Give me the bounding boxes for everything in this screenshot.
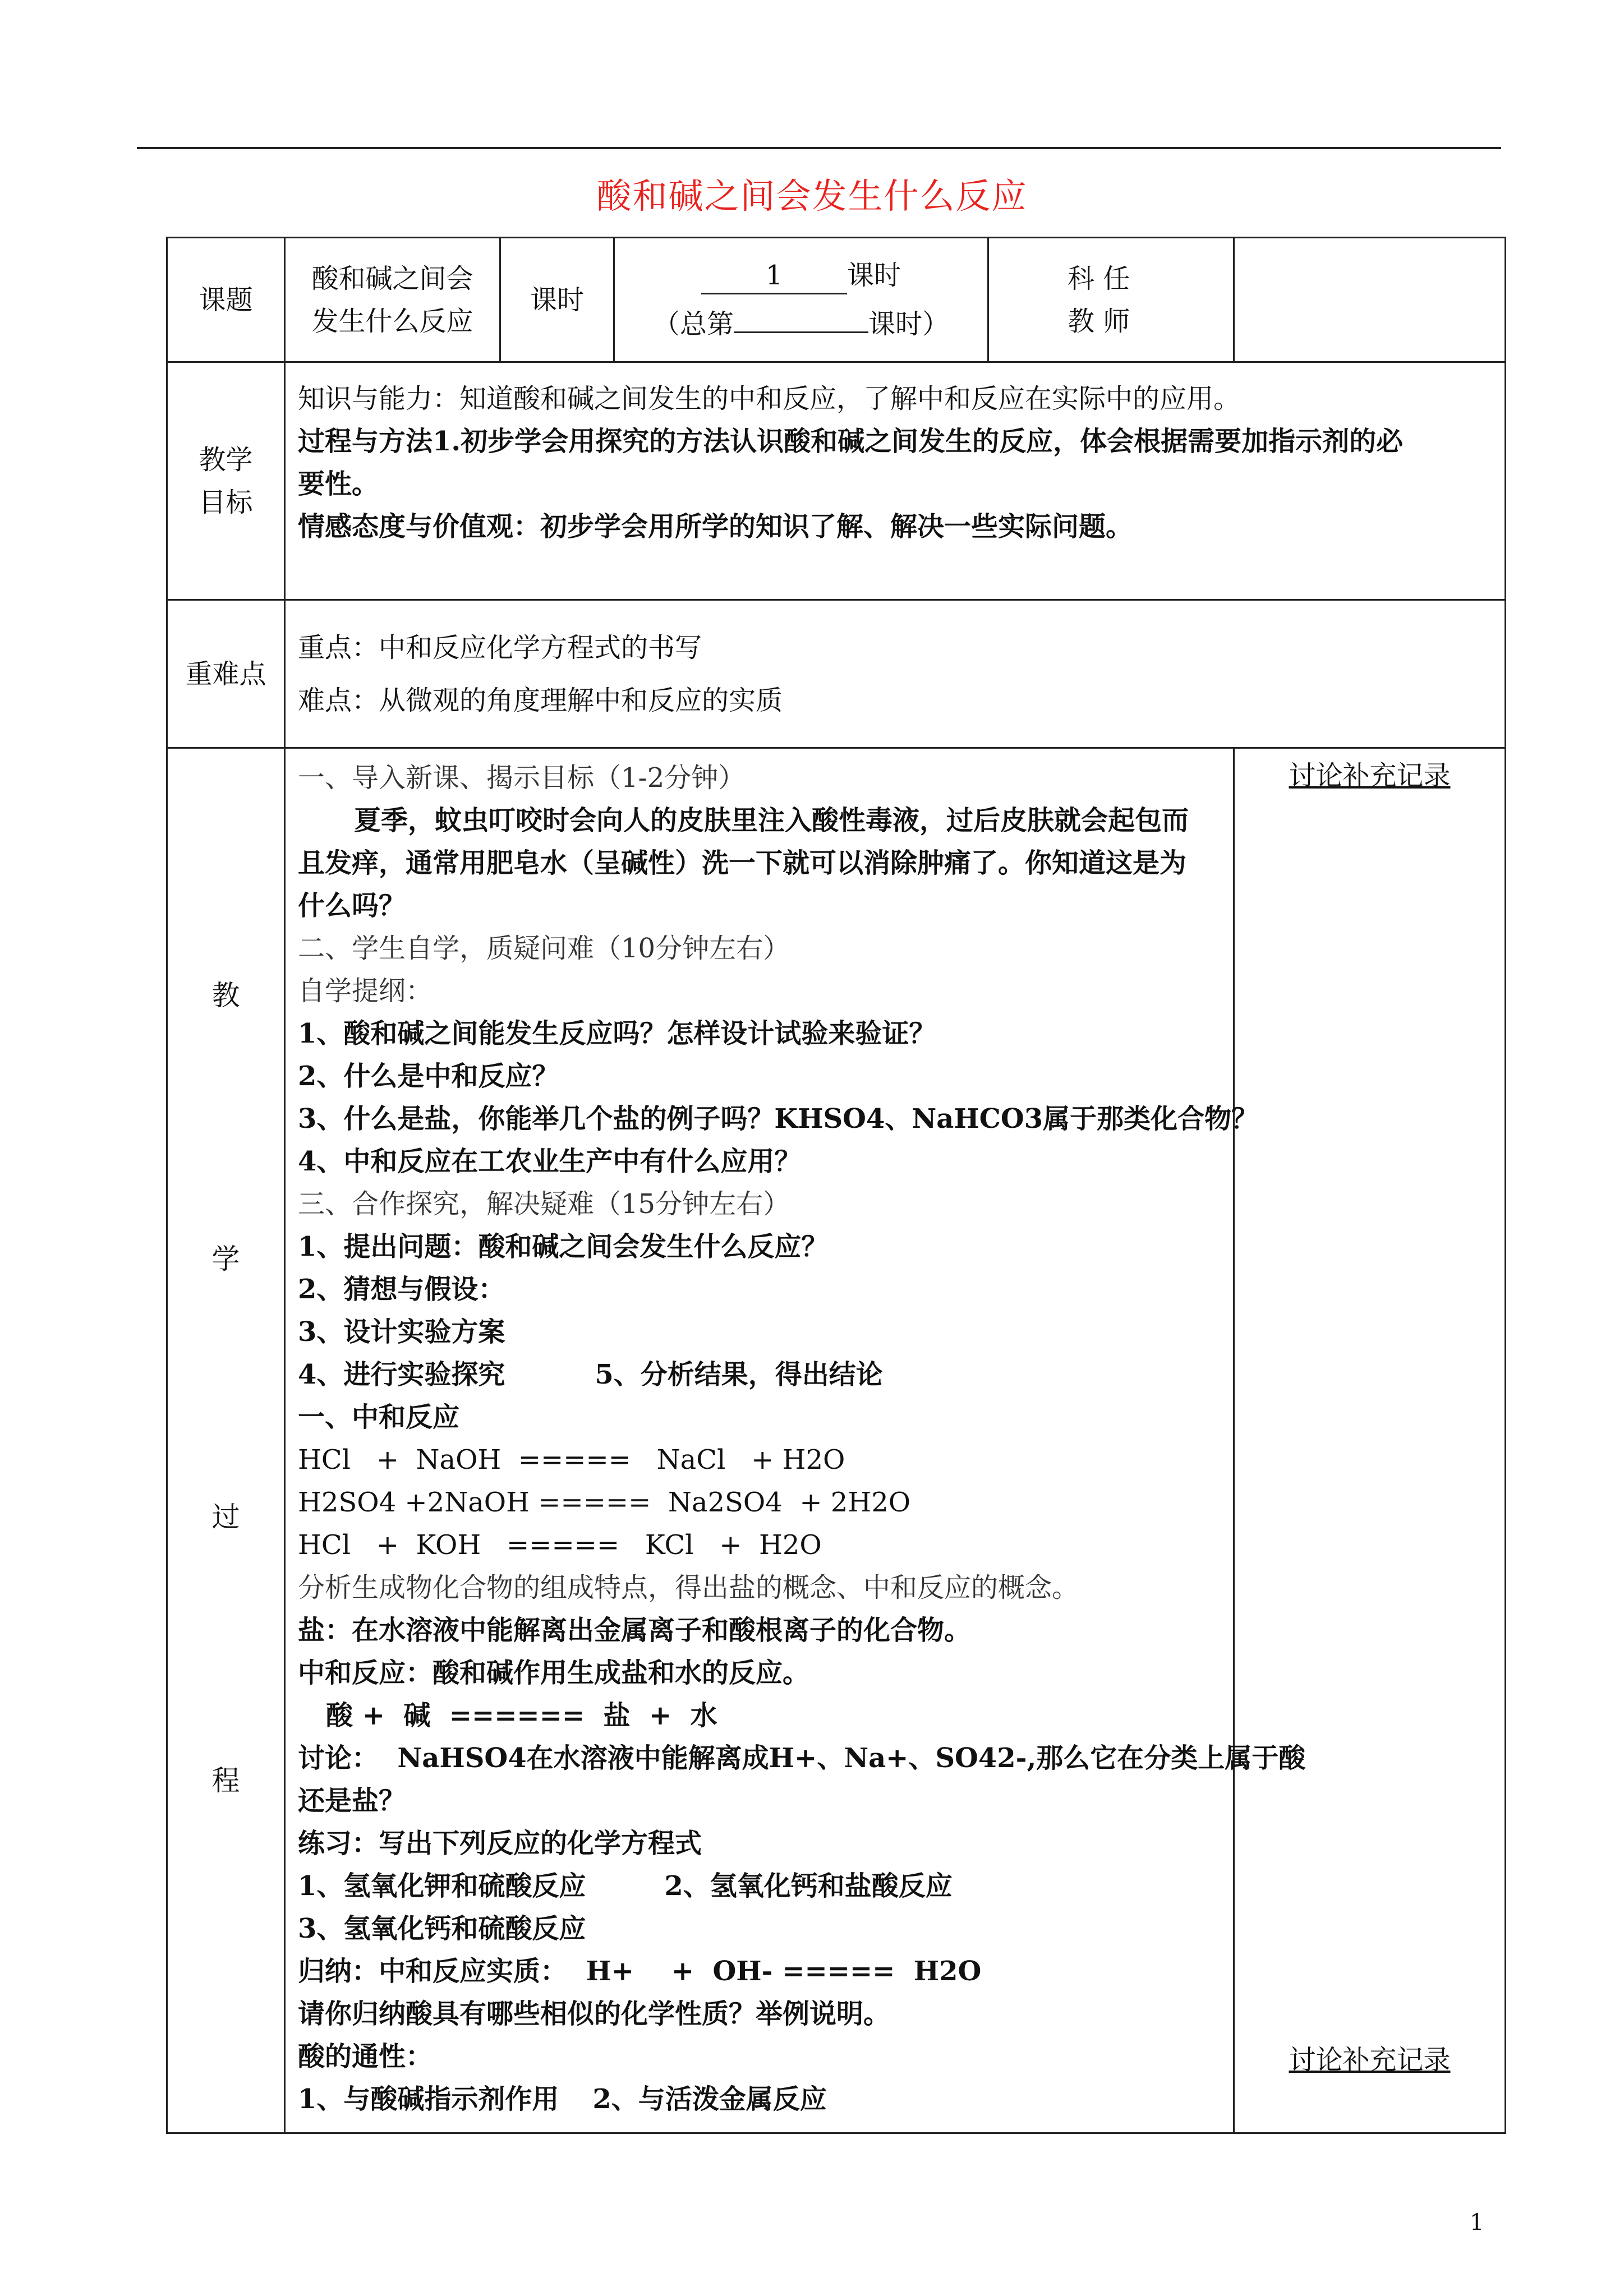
keypoints-label: 重难点	[167, 600, 285, 748]
acid-property-2: 2、与活泼金属反应	[592, 2083, 827, 2115]
discussion-line-1: 讨论： NaHSO4在水溶液中能解离成H+、Na+、SO42-,那么它在分类上属于酸	[298, 1742, 1306, 1774]
objective-knowledge: 知识与能力：知道酸和碱之间发生的中和反应，了解中和反应在实际中的应用。	[298, 383, 1241, 414]
teacher-label-line-1: 科 任	[1068, 262, 1130, 294]
objectives-label-line-2: 目标	[199, 486, 253, 518]
teacher-value	[1234, 238, 1506, 362]
acid-property-1: 1、与酸碱指示剂作用	[298, 2083, 559, 2115]
hours-value: 1	[701, 258, 847, 294]
intro-paragraph-line-3: 什么吗？	[298, 890, 406, 921]
teacher-label-line-2: 教 师	[1068, 305, 1130, 337]
neutralization-heading: 一、中和反应	[298, 1401, 460, 1433]
objectives-row	[167, 362, 1506, 600]
difficult-point: 难点：从微观的角度理解中和反应的实质	[298, 684, 783, 716]
topic-line-2: 发生什么反应	[311, 305, 473, 337]
hours-line	[615, 254, 987, 297]
explore-step-4: 4、进行实验探究	[298, 1359, 505, 1390]
section-explore-heading: 三、合作探究，解决疑难（15分钟左右）	[298, 1188, 790, 1220]
exercise-item-3: 3、氢氧化钙和硫酸反应	[298, 1913, 586, 1944]
exercise-items-1-2	[298, 1865, 1221, 1907]
page-number: 1	[1470, 2210, 1484, 2235]
objective-method: 过程与方法1.初步学会用探究的方法认识酸和碱之间发生的反应，体会根据需要加指示剂的必	[298, 426, 1404, 457]
objectives-label	[167, 362, 285, 600]
discussion-line-2: 还是盐？	[298, 1785, 406, 1816]
objectives-content	[285, 362, 1506, 600]
keypoints-row	[167, 600, 1506, 748]
process-row	[167, 748, 1506, 2133]
total-suffix: 课时）	[868, 308, 950, 340]
process-label-char-4: 程	[211, 1764, 240, 1797]
process-label-char-2: 学	[211, 1243, 240, 1275]
explore-step-2: 2、猜想与假设：	[298, 1274, 505, 1305]
neutralization-definition: 中和反应：酸和碱作用生成盐和水的反应。	[298, 1657, 810, 1689]
selfstudy-q2: 2、什么是中和反应？	[298, 1061, 559, 1092]
section-selfstudy-heading: 二、学生自学，质疑问难（10分钟左右）	[298, 933, 790, 964]
acid-properties-1-2	[298, 2078, 1221, 2120]
hours-label: 课时	[500, 238, 614, 362]
process-label-char-3: 过	[211, 1501, 240, 1533]
notes-column	[1234, 748, 1506, 2133]
selfstudy-q3: 3、什么是盐，你能举几个盐的例子吗？KHSO4、NaHCO3属于那类化合物？	[298, 1103, 1259, 1135]
exercise-item-2: 2、氢氧化钙和盐酸反应	[664, 1870, 953, 1902]
teacher-label	[988, 238, 1234, 362]
topic-value	[285, 238, 500, 362]
explore-step-4-5	[298, 1353, 1221, 1396]
process-content	[285, 748, 1306, 2133]
lesson-plan-table	[166, 237, 1506, 2134]
topic-label: 课题	[167, 238, 285, 362]
intro-paragraph-line-2: 且发痒，通常用肥皂水（呈碱性）洗一下就可以消除肿痛了。你知道这是为	[298, 847, 1187, 879]
analysis-line: 分析生成物化合物的组成特点，得出盐的概念、中和反应的概念。	[298, 1572, 1079, 1603]
objective-attitude: 情感态度与价值观：初步学会用所学的知识了解、解决一些实际问题。	[298, 511, 1133, 542]
explore-step-1: 1、提出问题：酸和碱之间会发生什么反应？	[298, 1231, 829, 1262]
objectives-label-line-1: 教学	[199, 444, 253, 476]
exercise-heading: 练习：写出下列反应的化学方程式	[298, 1828, 702, 1859]
word-equation: 酸 + 碱 ====== 盐 + 水	[326, 1700, 717, 1731]
summary-question: 请你归纳酸具有哪些相似的化学性质？举例说明。	[298, 1998, 891, 2030]
selfstudy-q1: 1、酸和碱之间能发生反应吗？怎样设计试验来验证？	[298, 1018, 936, 1049]
header-rule	[137, 147, 1501, 149]
equation-1: HCl + NaOH ===== NaCl + H2O	[298, 1444, 845, 1476]
salt-definition: 盐：在水溶液中能解离出金属离子和酸根离子的化合物。	[298, 1615, 972, 1646]
summary-essence: 归纳：中和反应实质： H+ + OH- ===== H2O	[298, 1956, 982, 1987]
process-label-char-1: 教	[211, 979, 240, 1012]
objective-method-cont: 要性。	[298, 468, 379, 500]
hours-value-cell	[614, 238, 988, 362]
hours-suffix: 课时	[846, 260, 901, 291]
acid-properties-heading: 酸的通性：	[298, 2041, 433, 2072]
exercise-item-1: 1、氢氧化钾和硫酸反应	[298, 1870, 586, 1902]
selfstudy-q4: 4、中和反应在工农业生产中有什么应用？	[298, 1146, 802, 1177]
page-title: 酸和碱之间会发生什么反应	[596, 176, 1028, 216]
selfstudy-outline-label: 自学提纲：	[298, 975, 433, 1007]
key-point: 重点：中和反应化学方程式的书写	[298, 631, 702, 663]
discussion-notes-link-bottom: 讨论补充记录	[1289, 2044, 1451, 2076]
equation-2: H2SO4 +2NaOH ===== Na2SO4 + 2H2O	[298, 1487, 911, 1518]
topic-line-1: 酸和碱之间会	[311, 262, 473, 294]
topic-row	[167, 238, 1506, 362]
discussion-notes-link-top: 讨论补充记录	[1289, 760, 1451, 791]
explore-step-5: 5、分析结果，得出结论	[595, 1359, 883, 1390]
intro-paragraph-line-1: 夏季，蚊虫叮咬时会向人的皮肤里注入酸性毒液，过后皮肤就会起包而	[354, 805, 1189, 836]
process-label	[167, 748, 285, 2133]
total-prefix: （总第	[652, 308, 734, 340]
total-hours-line	[615, 297, 987, 345]
equation-3: HCl + KOH ===== KCl + H2O	[298, 1529, 822, 1561]
keypoints-content	[285, 600, 1506, 748]
explore-step-3: 3、设计实验方案	[298, 1316, 505, 1348]
section-intro-heading: 一、导入新课、揭示目标（1-2分钟）	[298, 762, 746, 794]
total-hours-blank	[734, 297, 868, 333]
